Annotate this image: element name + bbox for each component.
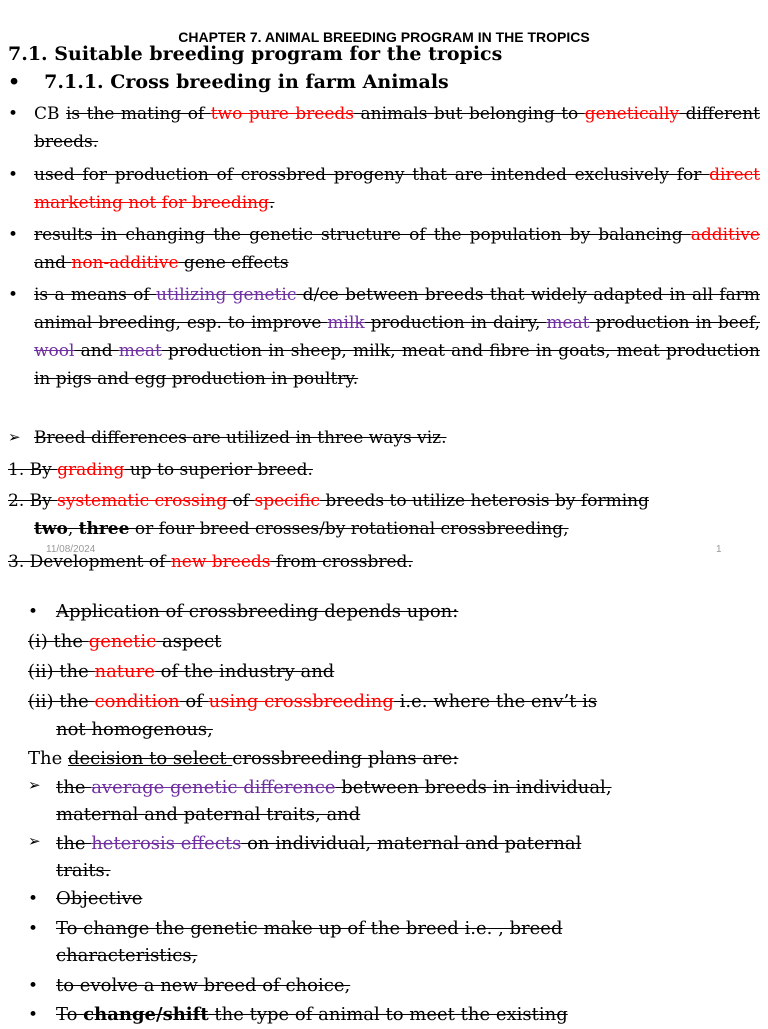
s2-text: aspect bbox=[156, 631, 222, 652]
p2-text: . bbox=[269, 193, 275, 213]
s2-highlight: heterosis effects bbox=[91, 833, 242, 854]
list-text: 3. Development of bbox=[8, 552, 171, 572]
s2-objective-1: To change the genetic make up of the breed i.e. , breed bbox=[56, 918, 563, 939]
p4-highlight: milk bbox=[327, 313, 365, 333]
list-item-2-cont bbox=[34, 515, 569, 543]
s2-highlight: condition bbox=[94, 691, 180, 712]
s2-highlight: genetic bbox=[88, 631, 157, 652]
s2-objective-3 bbox=[56, 1001, 568, 1029]
p2-text: used for production of crossbred progeny that are intended exclusively for bbox=[34, 165, 710, 185]
s2-text: (ii) the bbox=[28, 661, 95, 682]
s2-arrow-1-cont: maternal and paternal traits, and bbox=[56, 804, 361, 825]
s2-objective-1-cont: characteristics, bbox=[56, 945, 198, 966]
s2-highlight: using crossbreeding bbox=[208, 691, 394, 712]
p1-text: animals but belonging to bbox=[354, 104, 585, 124]
paragraph-5: Breed differences are utilized in three ways viz. bbox=[34, 428, 447, 448]
list-item-1 bbox=[8, 456, 313, 484]
s2-arrow-1 bbox=[56, 774, 612, 802]
s2-arrow-2 bbox=[56, 830, 581, 858]
p4-highlight: wool bbox=[34, 341, 75, 361]
p4-text: d/ce between breeds that widely adapted in all farm animal breeding, esp. to improve bbox=[34, 285, 760, 333]
s2-item-ii bbox=[28, 658, 334, 686]
arrow-bullet: ➢ bbox=[28, 832, 41, 850]
p4-highlight: meat bbox=[118, 341, 162, 361]
list-text: 2. By bbox=[8, 491, 58, 511]
paragraph-2 bbox=[34, 161, 760, 217]
s2-decision bbox=[28, 745, 458, 773]
p1-highlight: genetically bbox=[584, 104, 680, 124]
s2-highlight: average genetic difference bbox=[91, 777, 336, 798]
list-item-2 bbox=[8, 487, 649, 515]
bullet: • bbox=[8, 104, 19, 124]
p4-text: production in dairy, bbox=[364, 313, 547, 333]
s2-text: To bbox=[56, 1004, 84, 1025]
footer-date: 11/08/2024 bbox=[46, 544, 96, 555]
s2-text: of the industry and bbox=[154, 661, 335, 682]
list-text: up to superior breed. bbox=[124, 460, 313, 480]
p2-highlight: direct marketing not for breeding bbox=[34, 165, 760, 213]
p1-highlight: two pure breeds bbox=[210, 104, 355, 124]
bullet: • bbox=[28, 602, 39, 622]
s2-text: (i) the bbox=[28, 631, 89, 652]
list-bold: three bbox=[78, 519, 130, 539]
s2-text: (ii) the bbox=[28, 691, 95, 712]
s2-bold: change/shift bbox=[83, 1004, 209, 1025]
s2-item-i bbox=[28, 628, 221, 656]
s2-highlight: nature bbox=[94, 661, 155, 682]
p4-highlight: utilizing genetic bbox=[156, 285, 297, 305]
p3-text: results in changing the genetic structure of the population by balancing bbox=[34, 225, 691, 245]
list-bold: two bbox=[34, 519, 68, 539]
p3-highlight: non-additive bbox=[71, 253, 179, 273]
p4-text: and bbox=[74, 341, 119, 361]
list-highlight: grading bbox=[57, 460, 125, 480]
list-item-3 bbox=[8, 548, 413, 576]
subsection-heading bbox=[8, 71, 449, 93]
bullet: • bbox=[8, 165, 19, 185]
p4-text: production in sheep, milk, meat and fibre in goats, meat production in pigs and egg production in poultry. bbox=[34, 341, 760, 389]
p3-highlight: additive bbox=[690, 225, 760, 245]
bullet: • bbox=[28, 919, 39, 939]
p1-text: CB bbox=[34, 104, 66, 124]
s2-underlined: decision to select bbox=[67, 748, 233, 769]
list-text: 1. By bbox=[8, 460, 58, 480]
p4-text: is a means of bbox=[34, 285, 157, 305]
p3-text: and bbox=[34, 253, 72, 273]
subsection-heading-text: 7.1.1. Cross breeding in farm Animals bbox=[44, 71, 449, 93]
p3-text: gene effects bbox=[178, 253, 289, 273]
s2-objective: Objective bbox=[56, 888, 143, 909]
list-highlight: specific bbox=[254, 491, 320, 511]
list-text: of bbox=[227, 491, 255, 511]
p4-highlight: meat bbox=[546, 313, 590, 333]
s2-text: the type of animal to meet the existing bbox=[208, 1004, 568, 1025]
chapter-title: CHAPTER 7. ANIMAL BREEDING PROGRAM IN THE TROPICS bbox=[178, 29, 590, 45]
paragraph-3 bbox=[34, 221, 760, 277]
s2-objective-2: to evolve a new breed of choice, bbox=[56, 975, 351, 996]
p1-text: is the mating of bbox=[65, 104, 211, 124]
s2-bullet-1: Application of crossbreeding depends upon: bbox=[56, 601, 459, 622]
s2-item-iii bbox=[28, 688, 597, 716]
list-text: breeds to utilize heterosis by forming bbox=[319, 491, 649, 511]
bullet: • bbox=[8, 71, 21, 93]
s2-item-iii-cont: not homogenous, bbox=[56, 719, 213, 740]
paragraph-4 bbox=[34, 281, 760, 393]
s2-text: the bbox=[56, 777, 92, 798]
list-text: or four breed crosses/by rotational crossbreeding, bbox=[129, 519, 569, 539]
footer-page-number: 1 bbox=[716, 544, 722, 555]
s2-text: the bbox=[56, 833, 92, 854]
list-highlight: systematic crossing bbox=[57, 491, 228, 511]
bullet: • bbox=[28, 1005, 39, 1025]
list-text: from crossbred. bbox=[270, 552, 413, 572]
paragraph-1 bbox=[34, 100, 760, 156]
s2-text: between breeds in individual, bbox=[335, 777, 612, 798]
arrow-bullet: ➢ bbox=[8, 428, 21, 446]
s2-arrow-2-cont: traits. bbox=[56, 860, 111, 881]
bullet: • bbox=[28, 976, 39, 996]
section-heading: 7.1. Suitable breeding program for the tropics bbox=[8, 43, 503, 65]
s2-text: The bbox=[28, 748, 68, 769]
list-text: , bbox=[67, 519, 79, 539]
bullet: • bbox=[8, 285, 19, 305]
s2-text: of bbox=[179, 691, 209, 712]
s2-text: i.e. where the env’t is bbox=[393, 691, 598, 712]
arrow-bullet: ➢ bbox=[28, 776, 41, 794]
s2-text: crossbreeding plans are: bbox=[232, 748, 459, 769]
bullet: • bbox=[28, 889, 39, 909]
p1-text: different breeds. bbox=[34, 104, 760, 152]
list-highlight: new breeds bbox=[170, 552, 271, 572]
bullet: • bbox=[8, 225, 19, 245]
p4-text: production in beef, bbox=[589, 313, 760, 333]
s2-text: on individual, maternal and paternal bbox=[241, 833, 582, 854]
